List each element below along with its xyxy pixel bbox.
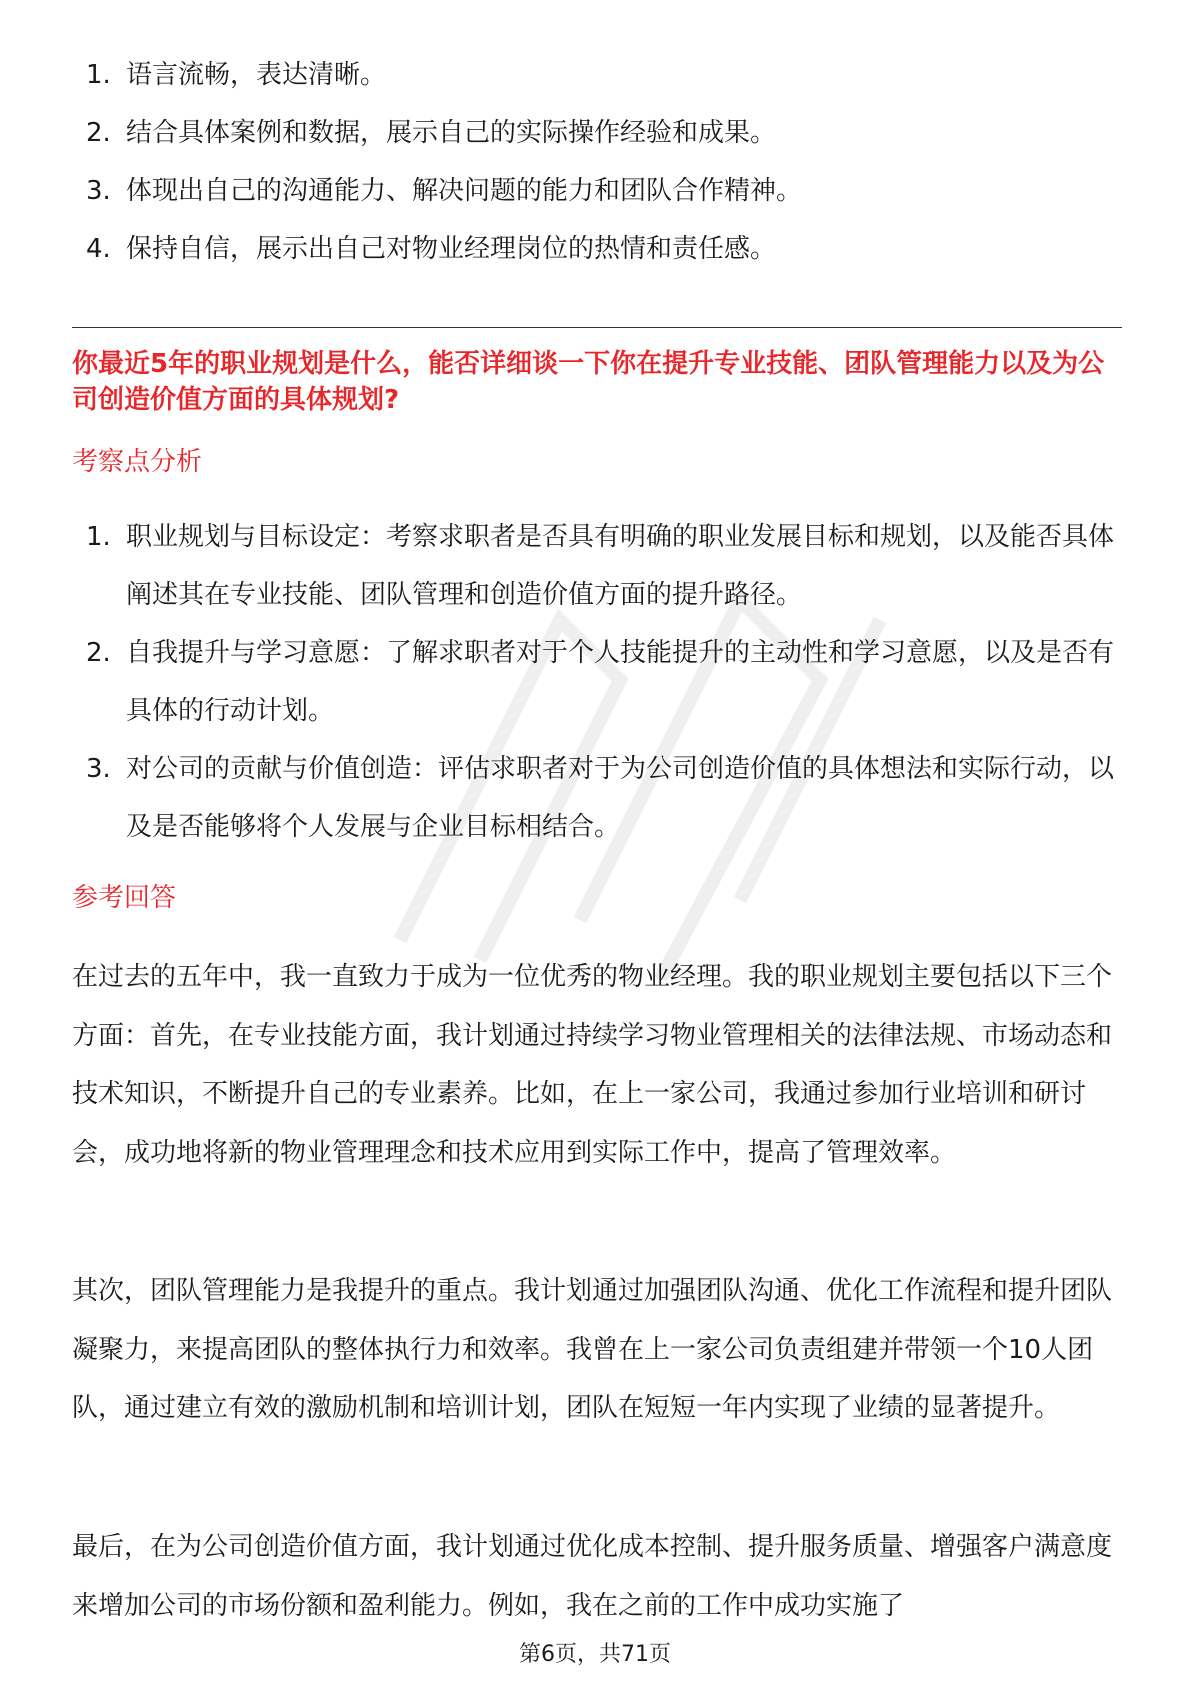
- list-item-text: 语言流畅，表达清晰。: [126, 60, 387, 90]
- list-item: 4. 保持自信，展示出自己对物业经理岗位的热情和责任感。: [86, 234, 777, 264]
- criteria-list: [72, 46, 1122, 278]
- list-item-text: 自我提升与学习意愿：了解求职者对于个人技能提升的主动性和学习意愿，以及是否有具体的行动计划。: [126, 638, 1115, 726]
- section-divider: [72, 327, 1122, 328]
- question-heading: 你最近5年的职业规划是什么，能否详细谈一下你在提升专业技能、团队管理能力以及为公司创造价值方面的具体规划?: [72, 349, 1105, 415]
- list-item: 3. 体现出自己的沟通能力、解决问题的能力和团队合作精神。: [86, 176, 803, 206]
- page-footer: 第6页，共71页: [0, 1640, 1190, 1670]
- list-item: 1. 语言流畅，表达清晰。: [86, 60, 387, 90]
- list-item: 2. 结合具体案例和数据，展示自己的实际操作经验和成果。: [86, 118, 777, 148]
- analysis-title: 考察点分析: [72, 447, 203, 477]
- list-item-text: 职业规划与目标设定：考察求职者是否具有明确的职业发展目标和规划，以及能否具体阐述其在专业技能、团队管理和创造价值方面的提升路径。: [126, 522, 1115, 610]
- answer-paragraph: 其次，团队管理能力是我提升的重点。我计划通过加强团队沟通、优化工作流程和提升团队凝聚力，来提高团队的整体执行力和效率。我曾在上一家公司负责组建并带领一个10人团队，通过建立有效的激励机制和培训计划，团队在短短一年内实现了业绩的显著提升。: [72, 1276, 1113, 1423]
- list-item-text: 结合具体案例和数据，展示自己的实际操作经验和成果。: [126, 118, 777, 148]
- list-item-text: 保持自信，展示出自己对物业经理岗位的热情和责任感。: [126, 234, 777, 264]
- list-item: 3. 对公司的贡献与价值创造：评估求职者对于为公司创造价值的具体想法和实际行动，以及是否能够将个人发展与企业目标相结合。: [86, 754, 1115, 842]
- answer-paragraph: 在过去的五年中，我一直致力于成为一位优秀的物业经理。我的职业规划主要包括以下三个方面：首先，在专业技能方面，我计划通过持续学习物业管理相关的法律法规、市场动态和技术知识，不断提升自己的专业素养。比如，在上一家公司，我通过参加行业培训和研讨会，成功地将新的物业管理理念和技术应用到实际工作中，提高了管理效率。: [72, 962, 1113, 1168]
- answer-paragraph: 最后，在为公司创造价值方面，我计划通过优化成本控制、提升服务质量、增强客户满意度来增加公司的市场份额和盈利能力。例如，我在之前的工作中成功实施了: [72, 1532, 1113, 1621]
- list-item: 1. 职业规划与目标设定：考察求职者是否具有明确的职业发展目标和规划，以及能否具体阐述其在专业技能、团队管理和创造价值方面的提升路径。: [86, 522, 1115, 610]
- list-item: 2. 自我提升与学习意愿：了解求职者对于个人技能提升的主动性和学习意愿，以及是否有具体的行动计划。: [86, 638, 1115, 726]
- list-item-text: 体现出自己的沟通能力、解决问题的能力和团队合作精神。: [126, 176, 803, 206]
- list-item-text: 对公司的贡献与价值创造：评估求职者对于为公司创造价值的具体想法和实际行动，以及是否能够将个人发展与企业目标相结合。: [126, 754, 1115, 842]
- analysis-list: [72, 508, 1122, 856]
- answer-title: 参考回答: [72, 883, 177, 913]
